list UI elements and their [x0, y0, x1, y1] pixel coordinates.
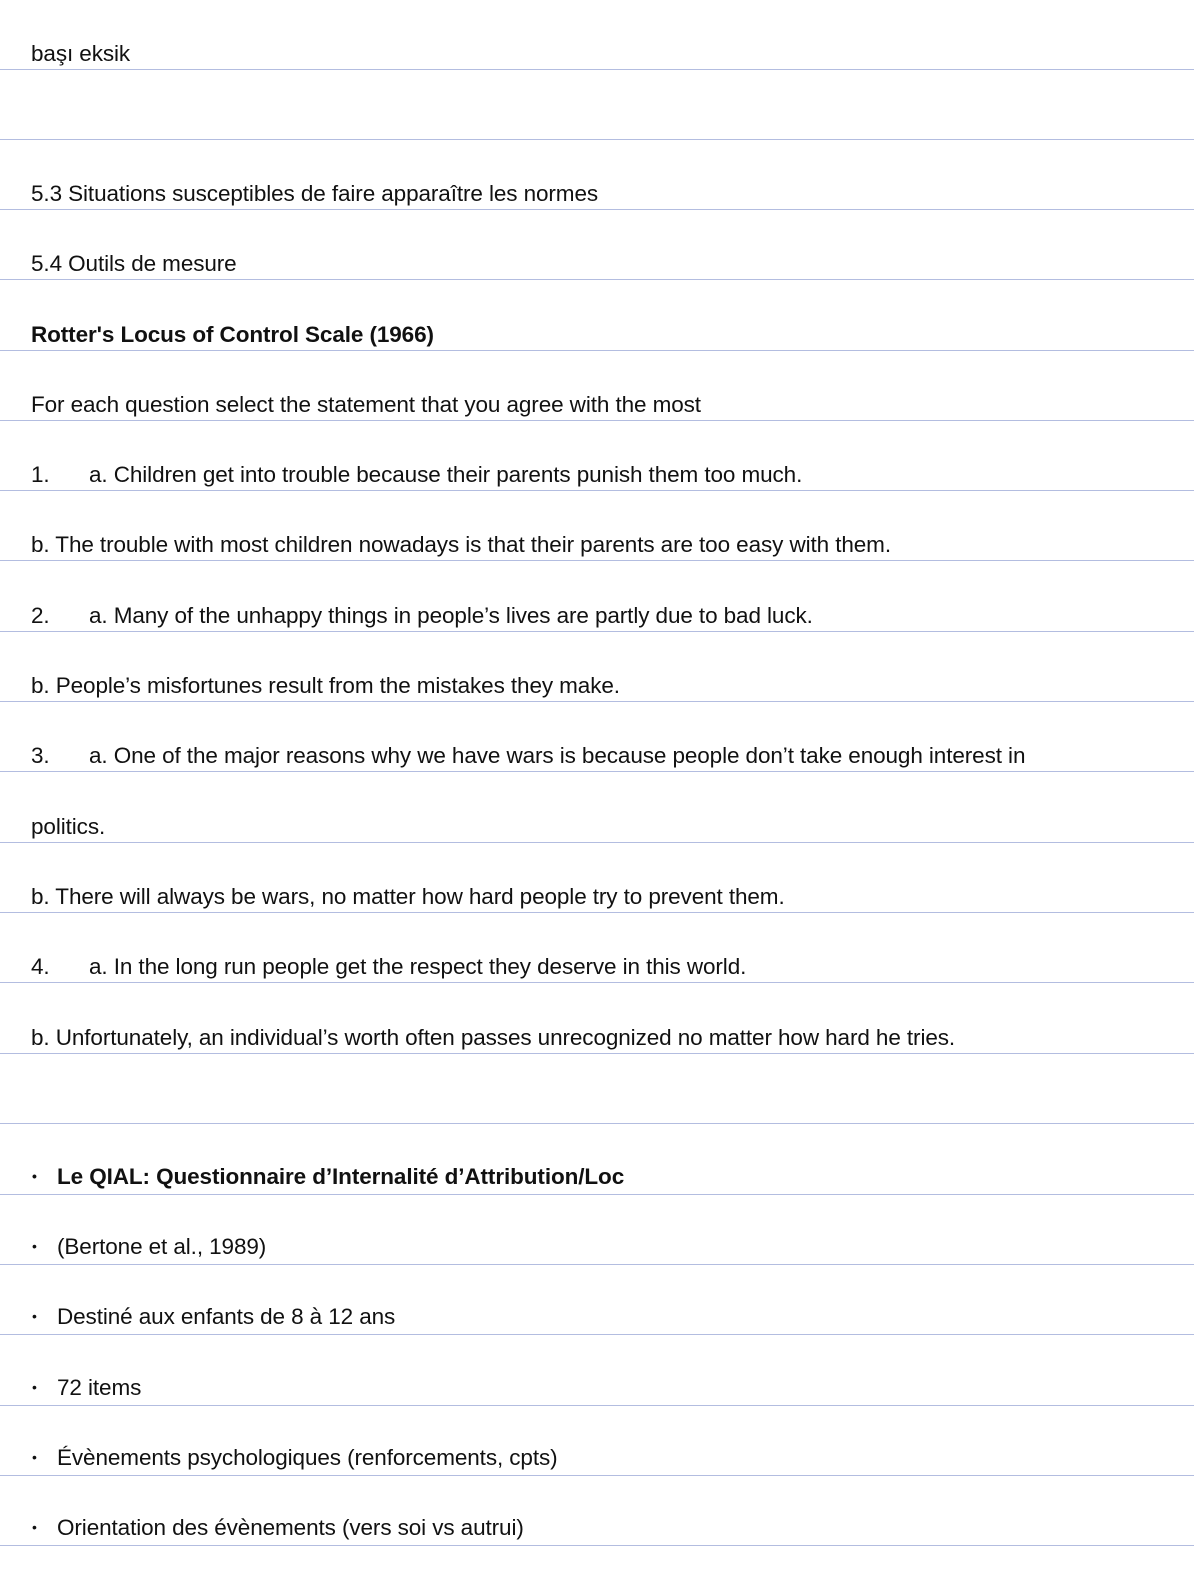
question-option-a-continued: politics. [31, 814, 106, 839]
ruled-line [0, 1195, 1194, 1265]
section-5-4-heading: 5.4 Outils de mesure [31, 251, 237, 276]
bullet-icon: • [32, 1379, 37, 1395]
bullet-item [31, 1373, 141, 1405]
ruled-line [0, 562, 1194, 632]
bullet-item [31, 1302, 395, 1334]
qial-title: Le QIAL: Questionnaire d’Internalité d’Attribution/Loc [57, 1164, 625, 1189]
ruled-line [0, 1336, 1194, 1406]
question-option-b: b. There will always be wars, no matter how hard people try to prevent them. [31, 884, 785, 909]
ruled-line [0, 913, 1194, 983]
ruled-line [0, 1265, 1194, 1335]
ruled-line [0, 702, 1194, 772]
question-item-a [31, 741, 1025, 771]
bullet-icon: • [32, 1238, 37, 1254]
ruled-line [0, 1406, 1194, 1476]
bullet-text: Évènements psychologiques (renforcements, cpts) [57, 1445, 558, 1470]
question-option-a: a. Many of the unhappy things in people’s lives are partly due to bad luck. [89, 603, 813, 628]
bullet-icon: • [32, 1519, 37, 1535]
ruled-line [0, 281, 1194, 351]
ruled-line [0, 984, 1194, 1054]
bullet-item [31, 1513, 524, 1545]
ruled-line [0, 351, 1194, 421]
question-number: 3. [31, 743, 50, 768]
bullet-icon: • [32, 1308, 37, 1324]
ruled-line [0, 1125, 1194, 1195]
question-item-a [31, 952, 746, 982]
question-option-a: a. In the long run people get the respect they deserve in this world. [89, 954, 747, 979]
ruled-line [0, 210, 1194, 280]
ruled-line [0, 0, 1194, 70]
question-option-b: b. People’s misfortunes result from the mistakes they make. [31, 673, 620, 698]
bullet-icon: • [32, 1449, 37, 1465]
question-number: 2. [31, 603, 50, 628]
question-number: 4. [31, 954, 50, 979]
ruled-line [0, 773, 1194, 843]
question-option-b: b. Unfortunately, an individual’s worth often passes unrecognized no matter how hard he tries. [31, 1025, 956, 1050]
ruled-line [0, 1476, 1194, 1546]
bullet-item [31, 1232, 266, 1264]
ruled-line [0, 491, 1194, 561]
header-note: başı eksik [31, 41, 131, 66]
question-item-a [31, 460, 802, 490]
bullet-text: Orientation des évènements (vers soi vs autrui) [57, 1515, 524, 1540]
ruled-line-empty [0, 70, 1194, 140]
instruction-text: For each question select the statement that you agree with the most [31, 392, 701, 417]
ruled-line-empty [0, 1054, 1194, 1124]
bullet-item [31, 1443, 558, 1475]
ruled-line [0, 421, 1194, 491]
scale-title: Rotter's Locus of Control Scale (1966) [31, 322, 434, 347]
ruled-line [0, 843, 1194, 913]
question-item-a [31, 601, 813, 631]
ruled-line [0, 632, 1194, 702]
question-number: 1. [31, 462, 50, 487]
bullet-text: Destiné aux enfants de 8 à 12 ans [57, 1304, 396, 1329]
bullet-text: 72 items [57, 1375, 142, 1400]
question-option-a: a. Children get into trouble because their parents punish them too much. [89, 462, 803, 487]
section-5-3-heading: 5.3 Situations susceptibles de faire apparaître les normes [31, 181, 599, 206]
bullet-icon: • [32, 1168, 37, 1184]
bullet-item [31, 1162, 624, 1194]
question-option-b: b. The trouble with most children nowadays is that their parents are too easy with them. [31, 532, 891, 557]
bullet-text: (Bertone et al., 1989) [57, 1234, 267, 1259]
question-option-a: a. One of the major reasons why we have wars is because people don’t take enough interest in [89, 743, 1026, 768]
ruled-line [0, 140, 1194, 210]
